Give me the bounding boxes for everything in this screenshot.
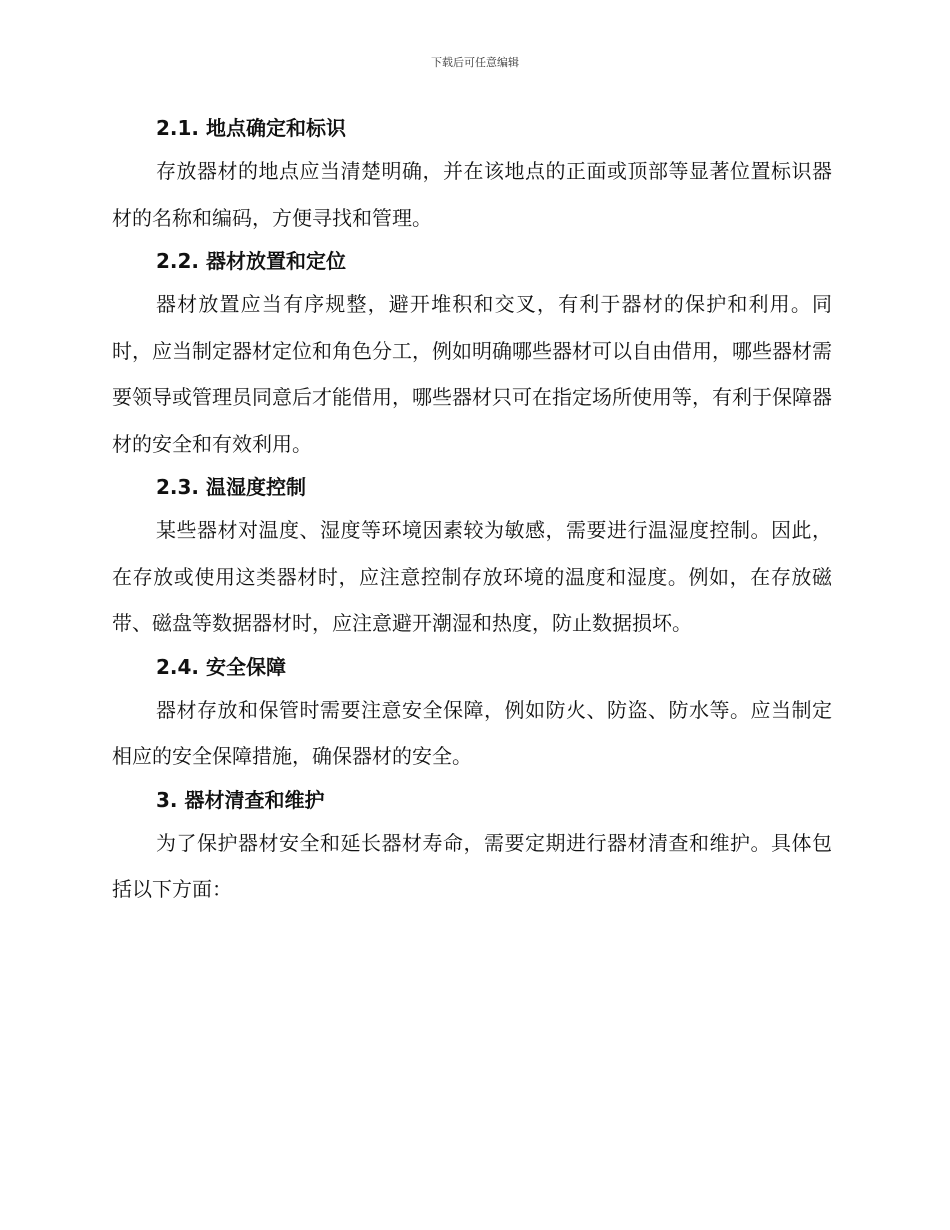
section-paragraph-2-1: 存放器材的地点应当清楚明确，并在该地点的正面或顶部等显著位置标识器材的名称和编码，方便寻找和管理。 <box>112 159 832 230</box>
section-paragraph-2-2: 器材放置应当有序规整，避开堆积和交叉，有利于器材的保护和利用。同时，应当制定器材定位和角色分工，例如明确哪些器材可以自由借用，哪些器材需要领导或管理员同意后才能借用，哪些器材只可在指定场所使用等，有利于保障器材的安全和有效利用。 <box>112 292 832 456</box>
section-paragraph-2-3: 某些器材对温度、湿度等环境因素较为敏感，需要进行温湿度控制。因此，在存放或使用这类器材时，应注意控制存放环境的温度和湿度。例如，在存放磁带、磁盘等数据器材时，应注意避开潮湿和热度，防止数据损坏。 <box>112 518 832 635</box>
section-heading-2-2: 2.2. 器材放置和定位 <box>156 249 346 273</box>
section-paragraph-2-4: 器材存放和保管时需要注意安全保障，例如防火、防盗、防水等。应当制定相应的安全保障措施，确保器材的安全。 <box>112 697 832 768</box>
section-heading-2-1: 2.1. 地点确定和标识 <box>156 116 346 140</box>
document-body <box>112 108 832 913</box>
page-header: 下载后可任意编辑 <box>431 56 519 69</box>
section-paragraph-3: 为了保护器材安全和延长器材寿命，需要定期进行器材清查和维护。具体包括以下方面： <box>112 830 832 901</box>
section-heading-2-3: 2.3. 温湿度控制 <box>156 475 306 499</box>
section-heading-2-4: 2.4. 安全保障 <box>156 654 286 679</box>
section-heading-3: 3. 器材清查和维护 <box>156 787 325 812</box>
